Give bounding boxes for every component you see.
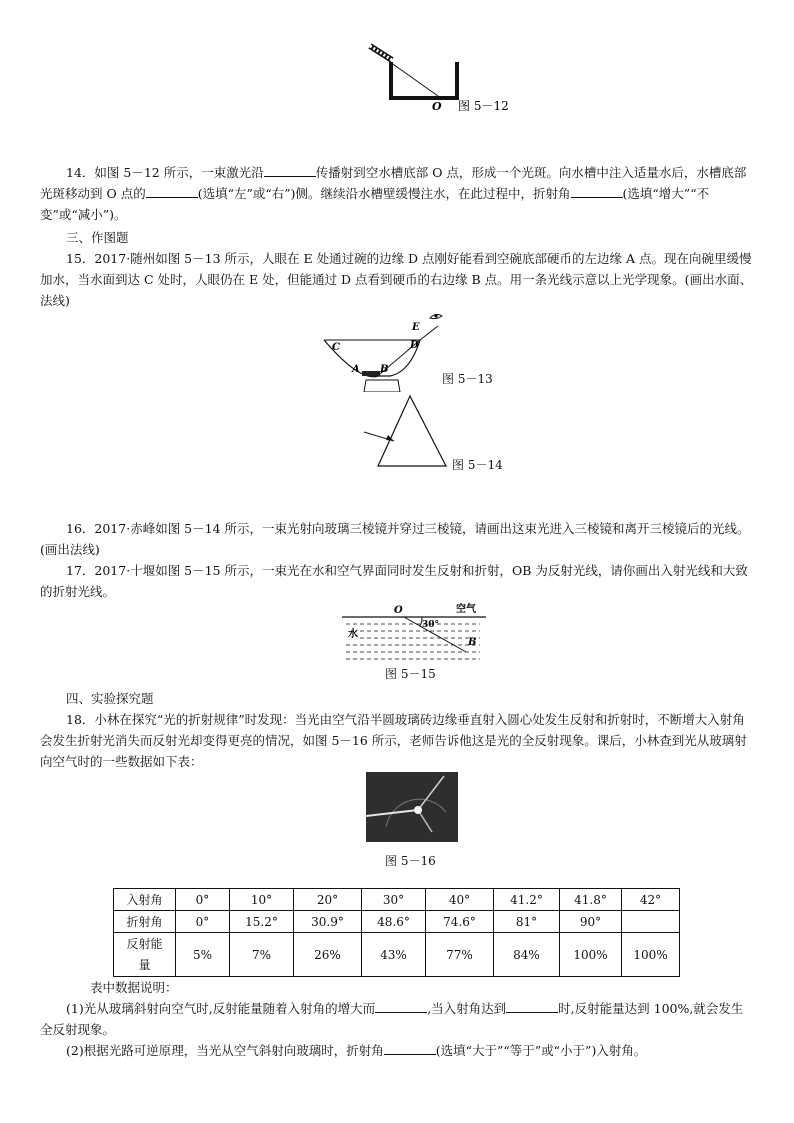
question-16: 16．2017·赤峰如图 5－14 所示，一束光射向玻璃三棱镜并穿过三棱镜，请画出这束光进入三棱镜和离开三棱镜后的光线。(画出法线) (40, 521, 750, 557)
question-18: 18．小林在探究“光的折射规律”时发现：当光由空气沿半圆玻璃砖边缘垂直射入圆心处发生反射和折射时，不断增大入射角会发生折射光消失而反射光却变得更亮的情况，如图 5－16 所示，老师告诉他这是光的全反射现象。课后，小林查到光从玻璃射向空气时的一些数据如下表： (40, 712, 747, 769)
label-b: B (380, 364, 389, 375)
question-17: 17．2017·十堰如图 5－15 所示，一束光在水和空气界面同时发生反射和折射，OB 为反射光线，请你画出入射光线和大致的折射光线。 (40, 563, 748, 599)
section-heading-4: 四、实验探究题 (66, 691, 154, 706)
laser-beam (390, 62, 438, 96)
table-cell: 81° (494, 911, 560, 933)
figure-5-15-caption: 图 5－15 (385, 667, 436, 681)
table-row (114, 911, 680, 933)
figure-5-12-caption: 图 5－12 (458, 99, 509, 113)
row-header: 折射角 (114, 911, 176, 933)
label-a: A (352, 364, 360, 375)
label-c: C (332, 342, 340, 353)
row-header: 反射能 量 (114, 933, 176, 977)
bowl-base (364, 380, 400, 392)
table-cell: 100% (622, 933, 680, 977)
table-cell: 5% (176, 933, 230, 977)
glass-prism (378, 396, 446, 466)
table-cell: 26% (294, 933, 362, 977)
table-cell: 90° (560, 911, 622, 933)
row-header: 入射角 (114, 889, 176, 911)
table-cell: 43% (362, 933, 426, 977)
table-cell: 74.6° (426, 911, 494, 933)
label-d: D (410, 340, 419, 351)
table-cell: 30.9° (294, 911, 362, 933)
label-air: 空气 (456, 604, 476, 615)
answer-blank[interactable] (384, 1042, 436, 1055)
table-cell: 10° (230, 889, 294, 911)
figure-5-14-caption: 图 5－14 (452, 458, 503, 472)
label-o: O (394, 605, 403, 616)
answer-blank[interactable] (146, 185, 198, 198)
figure-5-14 (360, 394, 460, 472)
table-cell: 84% (494, 933, 560, 977)
point-o-label: O (432, 100, 442, 113)
table-cell: 48.6° (362, 911, 426, 933)
note-1: (1)光从玻璃斜射向空气时,反射能量随着入射角的增大而 ,当入射角达到 时,反射能量达到 100%,就会发生全反射现象。 (40, 1001, 744, 1037)
table-cell (622, 911, 680, 933)
arrow-icon (386, 435, 394, 441)
figure-5-16-photo (366, 772, 458, 842)
answer-blank[interactable] (571, 185, 623, 198)
table-cell: 30° (362, 889, 426, 911)
sight-line-ed (420, 326, 438, 340)
table-cell: 0° (176, 911, 230, 933)
table-cell: 20° (294, 889, 362, 911)
note-2: (2)根据光路可逆原理，当光从空气斜射向玻璃时，折射角 (选填“大于”“等于”或“小于”)入射角。 (66, 1043, 647, 1058)
eye-icon (430, 314, 442, 318)
table-cell: 40° (426, 889, 494, 911)
table-row (114, 933, 680, 977)
table-row (114, 889, 680, 911)
label-b: B (468, 637, 477, 648)
light-beams-image (366, 772, 458, 842)
table-cell: 7% (230, 933, 294, 977)
water-hatching (346, 624, 480, 659)
figure-5-13-caption: 图 5－13 (442, 372, 493, 386)
section-heading-3: 三、作图题 (66, 230, 129, 245)
question-15: 15．2017·随州如图 5－13 所示，人眼在 E 处通过碗的边缘 D 点刚好能看到空碗底部硬币的左边缘 A 点。现在向碗里缓慢加水，当水面到达 C 处时，人眼仍在 E 处，但能通过 D 点看到硬币的右边缘 B 点。用一条光线示意以上光学现象。(画出水面、法线) (40, 251, 753, 308)
answer-blank[interactable] (264, 164, 316, 177)
question-14: 14．如图 5－12 所示，一束激光沿 传播射到空水槽底部 O 点，形成一个光斑。向水槽中注入适量水后，水槽底部光斑移动到 O 点的 (选填“左”或“右”)侧。继续沿水槽壁缓慢注水，在此过程中，折射角 (选填“增大”“不变”或“减小”)。 (40, 165, 747, 222)
table-cell: 77% (426, 933, 494, 977)
answer-blank[interactable] (375, 1000, 427, 1013)
laser-pointer-icon (370, 46, 392, 60)
figure-5-16-caption: 图 5－16 (385, 854, 436, 868)
figure-5-15 (340, 600, 490, 662)
table-notes: 表中数据说明： (90, 980, 178, 995)
table-cell: 41.2° (494, 889, 560, 911)
refraction-data-table (113, 888, 680, 977)
coin (362, 371, 380, 376)
answer-blank[interactable] (506, 1000, 558, 1013)
figure-5-12 (360, 40, 530, 118)
table-cell: 41.8° (560, 889, 622, 911)
label-water: 水 (348, 629, 358, 640)
table-cell: 42° (622, 889, 680, 911)
label-e: E (412, 322, 420, 333)
water-tank (391, 62, 457, 98)
table-cell: 100% (560, 933, 622, 977)
label-angle: 30° (422, 620, 440, 630)
table-cell: 0° (176, 889, 230, 911)
table-cell: 15.2° (230, 911, 294, 933)
